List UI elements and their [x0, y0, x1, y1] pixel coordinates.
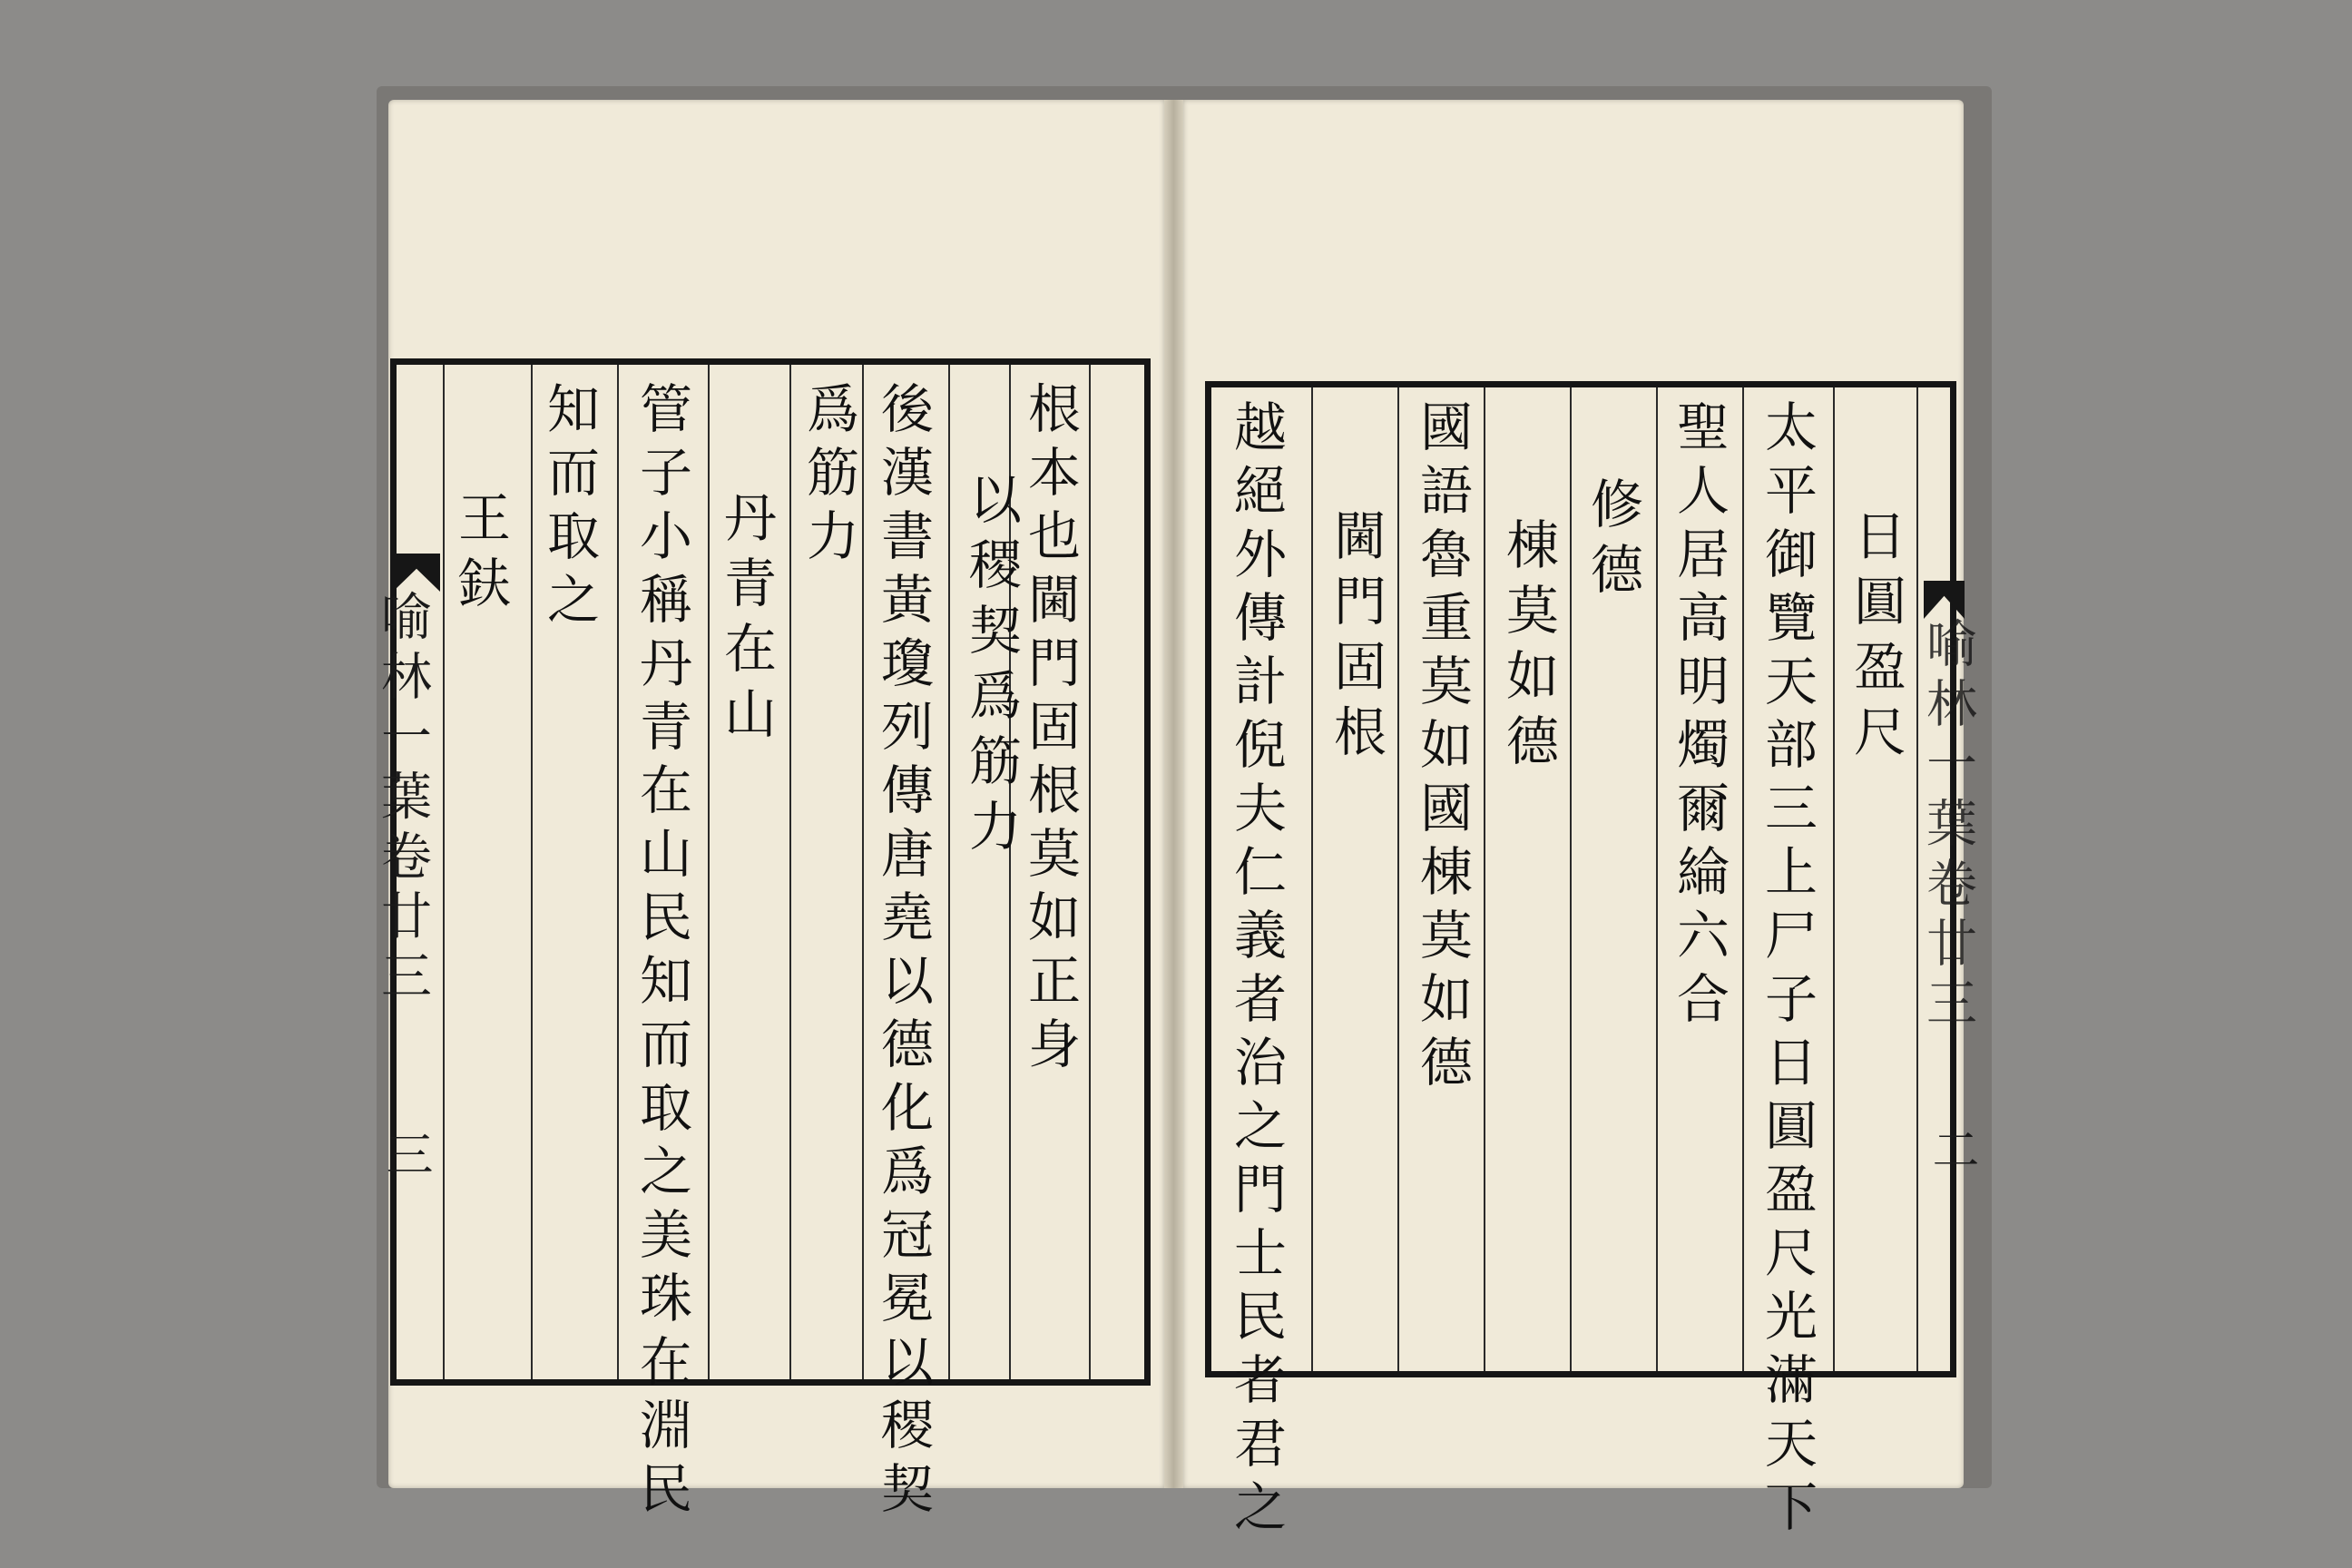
margin-title: 喻林一葉卷廿三 — [373, 590, 432, 1009]
right-page-frame — [1205, 381, 1956, 1377]
text-column-7: 知而取之 — [538, 381, 600, 635]
column-rule — [789, 365, 791, 1379]
column-rule — [1397, 387, 1399, 1371]
text-column-3: 後漢書黃瓊列傳唐堯以德化爲冠冕以稷契 — [872, 381, 934, 1524]
column-rule — [948, 365, 950, 1379]
column-rule — [1833, 387, 1835, 1371]
margin-title: 喻林一葉卷廿三 — [1918, 617, 1977, 1036]
column-rule — [862, 365, 864, 1379]
text-column-3: 聖人居高明燭爾綸六合 — [1668, 399, 1730, 1034]
text-column-8: 越絕外傳計倪夫仁義者治之門士民者君之 — [1225, 399, 1287, 1543]
text-column-1: 日圓盈尺 — [1845, 508, 1906, 769]
column-rule — [1484, 387, 1485, 1371]
column-rule — [1742, 387, 1744, 1371]
page-number: 三 — [377, 1130, 432, 1177]
page-number: 二 — [1924, 1125, 1978, 1172]
text-column-2: 太平御覽天部三上尸子日圓盈尺光滿天下 — [1756, 399, 1818, 1543]
column-rule — [617, 365, 619, 1379]
text-column-5: 棟莫如德 — [1497, 517, 1559, 779]
text-column-7: 閫門固根 — [1325, 508, 1387, 769]
column-rule — [1311, 387, 1313, 1371]
text-column-2: 以稷契爲筋力 — [960, 472, 1022, 864]
text-column-4: 修德 — [1582, 476, 1643, 607]
text-column-4: 爲筋力 — [798, 381, 859, 572]
text-column-1: 根本也閫門固根莫如正身 — [1019, 381, 1081, 1080]
column-rule — [531, 365, 533, 1379]
column-rule — [1089, 365, 1091, 1379]
column-rule — [443, 365, 445, 1379]
column-rule — [1570, 387, 1572, 1371]
column-rule — [1656, 387, 1658, 1371]
text-column-6: 國語魯重莫如國棟莫如德 — [1411, 399, 1473, 1098]
column-rule — [708, 365, 710, 1379]
text-column-5: 丹青在山 — [715, 490, 777, 751]
text-column-6: 管子小稱丹青在山民知而取之美珠在淵民 — [631, 381, 692, 1524]
book-gutter — [1164, 100, 1183, 1488]
text-column-8: 王鈇 — [449, 490, 511, 621]
